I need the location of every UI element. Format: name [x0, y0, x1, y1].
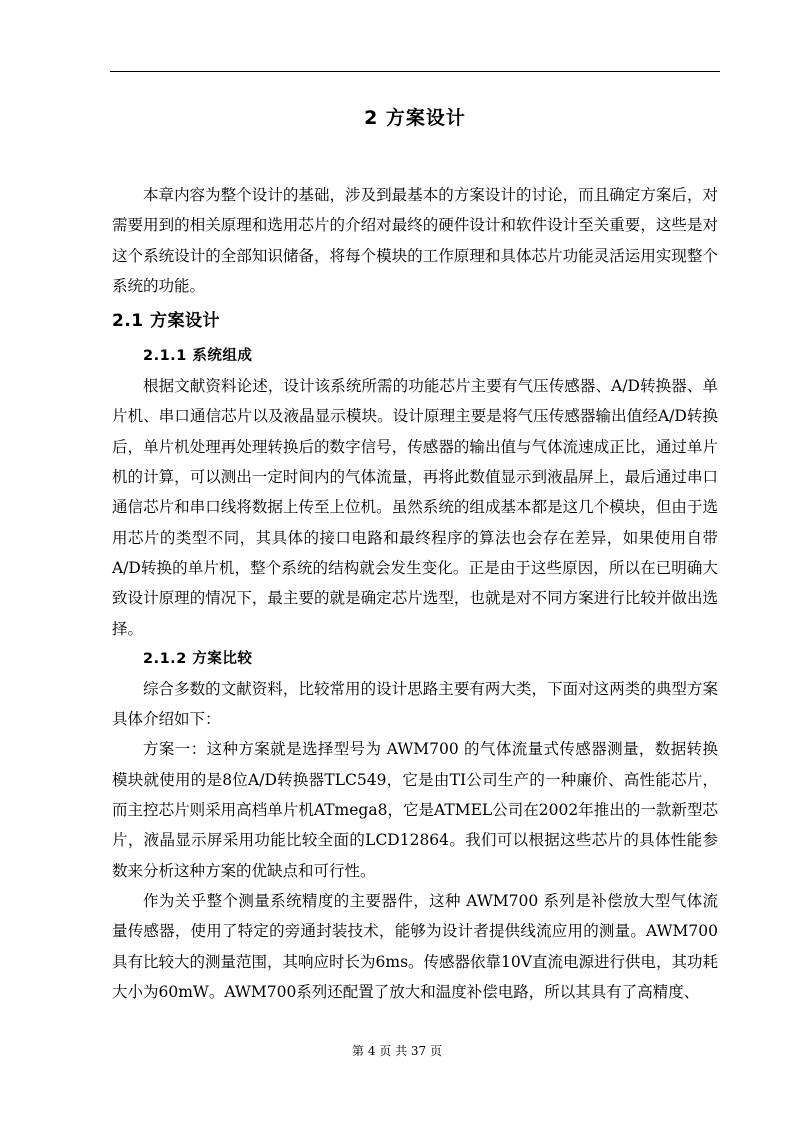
plan-one-paragraph: 方案一：这种方案就是选择型号为 AWM700 的气体流量式传感器测量，数据转换模块就使用的是8位A/D转换器TLC549，它是由TI公司生产的一种廉价、高性能芯片，而主控芯片则采用高档单片机ATmega8，它是ATMEL公司在2002年推出的一款新型芯片，液晶显示屏采用功能比较全面的LCD12864。我们可以根据这些芯片的具体性能参数来分析这种方案的优缺点和可行性。	[112, 740, 718, 880]
header-rule	[110, 71, 720, 72]
comparison-paragraph: 综合多数的文献资料，比较常用的设计思路主要有两大类，下面对这两类的典型方案具体介绍如下：	[112, 679, 718, 729]
page-footer: 第 4 页 共 37 页	[352, 1044, 442, 1058]
subsection-title-2-1-2: 2.1.2 方案比较	[143, 650, 253, 667]
section-title-2-1: 2.1 方案设计	[112, 311, 221, 332]
intro-paragraph: 本章内容为整个设计的基础，涉及到最基本的方案设计的讨论，而且确定方案后，对需要用到的相关原理和选用芯片的介绍对最终的硬件设计和软件设计至关重要，这些是对这个系统设计的全部知识储备，将每个模块的工作原理和具体芯片功能灵活运用实现整个系统的功能。	[112, 186, 718, 295]
spacer	[112, 144, 718, 180]
system-composition-paragraph: 根据文献资料论述，设计该系统所需的功能芯片主要有气压传感器、A/D转换器、单片机、串口通信芯片以及液晶显示模块。设计原理主要是将气压传感器输出值经A/D转换后，单片机处理再处理转换后的数字信号，传感器的输出值与气体流速成正比，通过单片机的计算，可以测出一定时间内的气体流量，再将此数值显示到液晶屏上，最后通过串口通信芯片和串口线将数据上传至上位机。虽然系统的组成基本都是这几个模块，但由于选用芯片的类型不同，其具体的接口电路和最终程序的算法也会存在差异，如果使用自带A/D转换的单片机，整个系统的结构就会发生变化。正是由于这些原因，所以在已明确大致设计原理的情况下，最主要的就是确定芯片选型，也就是对不同方案进行比较并做出选择。	[112, 377, 718, 638]
subsection-title-2-1-1: 2.1.1 系统组成	[143, 348, 253, 365]
chapter-title: 2 方案设计	[364, 107, 466, 129]
page-content	[112, 96, 718, 1007]
awm700-paragraph: 作为关乎整个测量系统精度的主要器件，这种 AWM700 系列是补偿放大型气体流量传感器，使用了特定的旁通封装技术，能够为设计者提供线流应用的测量。AWM700具有比较大的测量范围，其响应时长为6ms。传感器依靠10V直流电源进行供电，其功耗大小为60mW。AWM700系列还配置了放大和温度补偿电路，所以其具有了高精度、	[112, 891, 718, 1001]
